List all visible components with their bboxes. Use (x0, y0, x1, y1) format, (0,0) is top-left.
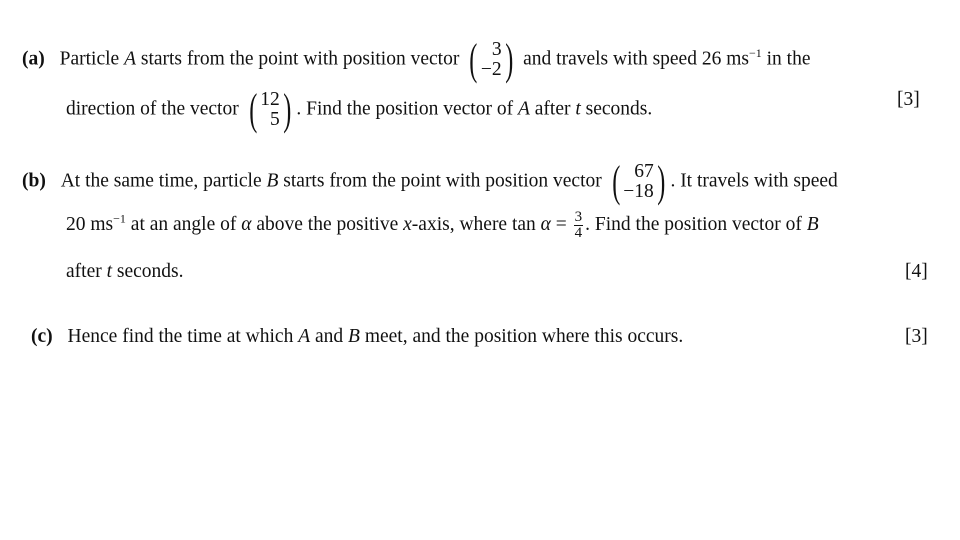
part-a-line-1: (a) Particle A starts from the point with position vector ( 3 −2 ) and travels with speed 26 $ms^{-1}$ in the (22, 35, 811, 84)
part-a-marks: [3] (897, 89, 920, 110)
part-c-label: (c) (31, 326, 53, 347)
position-vector-b: ( 67 −18 ) (611, 157, 666, 206)
tan-alpha-fraction: $\frac{3}{4}$ (574, 209, 583, 241)
part-a-label: (a) (22, 48, 45, 70)
part-b-line-3: after t seconds. (66, 261, 184, 282)
direction-vector-a: ( 12 5 ) (248, 85, 292, 134)
part-b-line-1: (b) At the same time, particle B starts from the point with position vector ( 67 −18 ) . It travels with speed (22, 157, 838, 206)
part-a-line-2: direction of the vector ( 12 5 ) . Find the position vector of A after t seconds. (66, 85, 653, 134)
part-b-label: (b) (22, 170, 46, 192)
position-vector-a: ( 3 −2 ) (469, 35, 513, 84)
part-c-line-1: (c) Hence find the time at which A and B meet, and the position where this occurs. (31, 326, 684, 347)
part-c-marks: [3] (905, 326, 928, 347)
part-b-line-2: 20 $ms^{-1}$ at an angle of α above the positive x-axis, where tan α = $\frac{3}{4}$ . Find the position vector of B (66, 209, 819, 241)
part-b-marks: [4] (905, 261, 928, 282)
